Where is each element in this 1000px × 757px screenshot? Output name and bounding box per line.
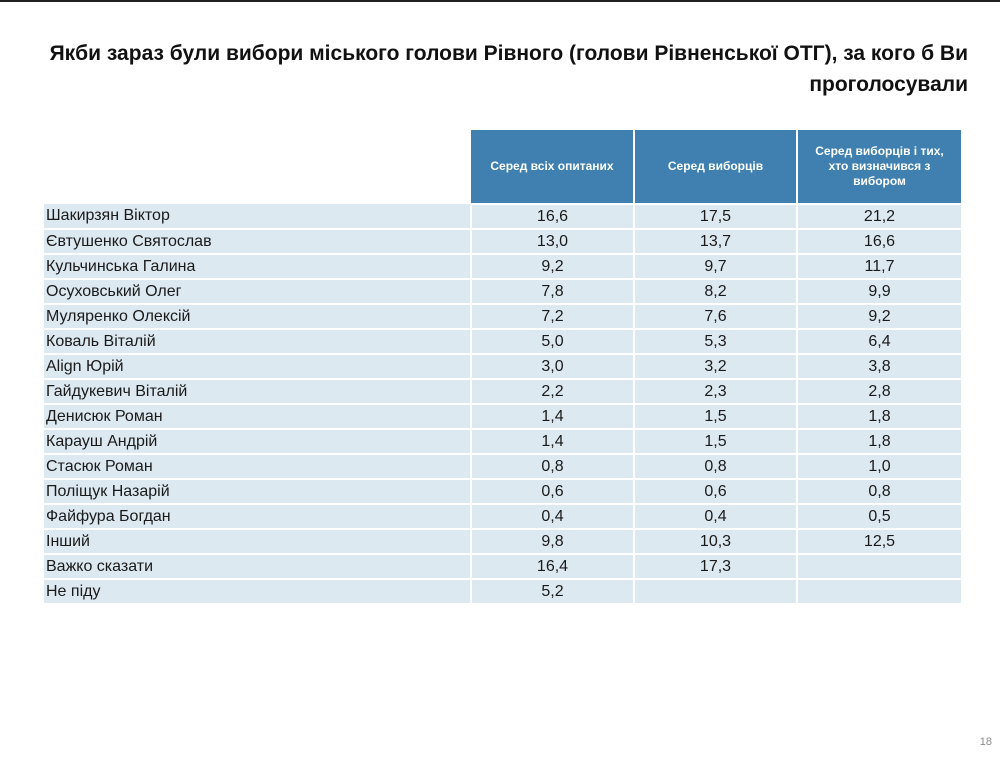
candidate-name-cell: Важко сказати [44,554,471,579]
value-decided-voters-cell: 2,8 [797,379,961,404]
candidate-name-cell: Шакирзян Віктор [44,204,471,229]
value-decided-voters-cell: 0,5 [797,504,961,529]
value-voters-cell: 9,7 [634,254,797,279]
value-decided-voters-cell: 6,4 [797,329,961,354]
column-header-decided-voters: Серед виборців і тих, хто визначився з вибором [797,130,961,204]
page-number: 18 [979,736,992,748]
table-row [44,504,961,529]
value-all-respondents-cell: 16,4 [471,554,634,579]
value-decided-voters-cell: 0,8 [797,479,961,504]
table-row [44,254,961,279]
table-row [44,404,961,429]
value-all-respondents-cell: 2,2 [471,379,634,404]
candidate-name-cell: Карауш Андрій [44,429,471,454]
candidate-name-cell: Не піду [44,579,471,604]
value-voters-cell: 13,7 [634,229,797,254]
table-row [44,554,961,579]
candidate-name-cell: Поліщук Назарій [44,479,471,504]
value-voters-cell: 1,5 [634,404,797,429]
candidate-name-cell: Кульчинська Галина [44,254,471,279]
column-header-all-respondents: Серед всіх опитаних [471,130,634,204]
value-all-respondents-cell: 13,0 [471,229,634,254]
value-decided-voters-cell: 1,8 [797,429,961,454]
value-voters-cell [634,579,797,604]
table-row [44,529,961,554]
value-all-respondents-cell: 1,4 [471,404,634,429]
value-all-respondents-cell: 7,2 [471,304,634,329]
table-row [44,229,961,254]
value-voters-cell: 0,8 [634,454,797,479]
table-row [44,304,961,329]
candidate-name-cell: Стасюк Роман [44,454,471,479]
table-row [44,454,961,479]
candidate-name-cell: Файфура Богдан [44,504,471,529]
candidate-name-cell: Коваль Віталій [44,329,471,354]
value-voters-cell: 3,2 [634,354,797,379]
value-decided-voters-cell: 12,5 [797,529,961,554]
value-all-respondents-cell: 7,8 [471,279,634,304]
value-all-respondents-cell: 0,8 [471,454,634,479]
value-decided-voters-cell [797,579,961,604]
value-all-respondents-cell: 16,6 [471,204,634,229]
value-decided-voters-cell: 9,9 [797,279,961,304]
table-header-row [44,130,961,204]
value-decided-voters-cell: 9,2 [797,304,961,329]
table-row [44,379,961,404]
table-row [44,204,961,229]
top-divider [0,0,1000,2]
table-row [44,429,961,454]
candidate-name-cell: Муляренко Олексій [44,304,471,329]
value-all-respondents-cell: 5,0 [471,329,634,354]
candidate-name-cell: Align Юрій [44,354,471,379]
value-voters-cell: 8,2 [634,279,797,304]
value-decided-voters-cell: 3,8 [797,354,961,379]
table-row [44,279,961,304]
value-all-respondents-cell: 9,8 [471,529,634,554]
column-header-voters: Серед виборців [634,130,797,204]
value-all-respondents-cell: 9,2 [471,254,634,279]
candidate-name-cell: Денисюк Роман [44,404,471,429]
value-decided-voters-cell [797,554,961,579]
value-decided-voters-cell: 16,6 [797,229,961,254]
table-row [44,479,961,504]
value-all-respondents-cell: 5,2 [471,579,634,604]
value-all-respondents-cell: 0,6 [471,479,634,504]
value-voters-cell: 10,3 [634,529,797,554]
value-all-respondents-cell: 3,0 [471,354,634,379]
candidate-name-cell: Євтушенко Святослав [44,229,471,254]
candidate-name-cell: Інший [44,529,471,554]
table-row [44,329,961,354]
candidate-name-cell: Осуховський Олег [44,279,471,304]
value-voters-cell: 0,4 [634,504,797,529]
candidate-name-cell: Гайдукевич Віталій [44,379,471,404]
value-voters-cell: 17,5 [634,204,797,229]
value-voters-cell: 17,3 [634,554,797,579]
value-voters-cell: 5,3 [634,329,797,354]
value-voters-cell: 1,5 [634,429,797,454]
value-all-respondents-cell: 0,4 [471,504,634,529]
value-decided-voters-cell: 21,2 [797,204,961,229]
value-decided-voters-cell: 1,0 [797,454,961,479]
value-voters-cell: 0,6 [634,479,797,504]
page-title: Якби зараз були вибори міського голови Рівного (голови Рівненської ОТГ), за кого б Ви проголосували [49,42,968,96]
value-decided-voters-cell: 1,8 [797,404,961,429]
results-table [44,130,961,605]
value-decided-voters-cell: 11,7 [797,254,961,279]
table-row [44,579,961,604]
table-row [44,354,961,379]
value-voters-cell: 2,3 [634,379,797,404]
header-blank-cell [44,130,471,204]
value-all-respondents-cell: 1,4 [471,429,634,454]
value-voters-cell: 7,6 [634,304,797,329]
